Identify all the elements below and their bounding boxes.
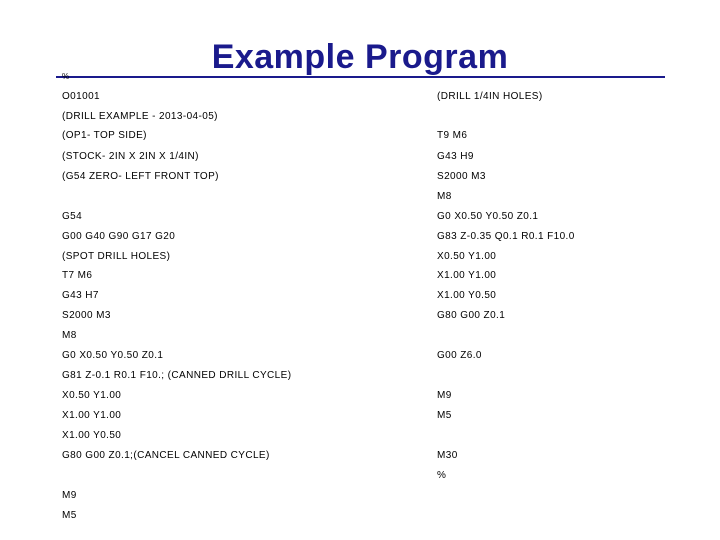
code-line: (DRILL 1/4IN HOLES) (437, 91, 543, 102)
code-line: M5 (437, 410, 452, 421)
code-line: X1.00 Y0.50 (62, 430, 122, 441)
code-line: (STOCK- 2IN X 2IN X 1/4IN) (62, 151, 199, 162)
code-line: (OP1- TOP SIDE) (62, 130, 147, 141)
code-line: G43 H7 (62, 290, 99, 301)
code-line: X1.00 Y0.50 (437, 290, 497, 301)
code-line: (SPOT DRILL HOLES) (62, 251, 171, 262)
code-line: S2000 M3 (437, 171, 486, 182)
code-line: X0.50 Y1.00 (437, 251, 497, 262)
program-start-symbol: % (62, 72, 70, 81)
code-line: G80 G00 Z0.1;(CANCEL CANNED CYCLE) (62, 450, 270, 461)
code-line: M9 (437, 390, 452, 401)
code-line: M8 (62, 330, 77, 341)
code-line: M9 (62, 490, 77, 501)
code-line: T7 M6 (62, 270, 93, 281)
code-line: T9 M6 (437, 130, 468, 141)
code-line: G83 Z-0.35 Q0.1 R0.1 F10.0 (437, 231, 575, 242)
program-number: O01001 (62, 91, 100, 102)
code-line: M8 (437, 191, 452, 202)
code-line: G00 G40 G90 G17 G20 (62, 231, 176, 242)
code-line: M30 (437, 450, 458, 461)
page-title: Example Program (211, 38, 509, 76)
code-line: M5 (62, 510, 77, 521)
code-line: S2000 M3 (62, 310, 111, 321)
code-line: G54 (62, 211, 83, 222)
code-line: X1.00 Y1.00 (437, 270, 497, 281)
title-underline (56, 76, 665, 78)
code-line: G43 H9 (437, 151, 474, 162)
code-line: G0 X0.50 Y0.50 Z0.1 (62, 350, 164, 361)
code-line: X1.00 Y1.00 (62, 410, 122, 421)
code-line: G81 Z-0.1 R0.1 F10.; (CANNED DRILL CYCLE) (62, 370, 292, 381)
code-line: G0 X0.50 Y0.50 Z0.1 (437, 211, 539, 222)
code-line: X0.50 Y1.00 (62, 390, 122, 401)
code-line: (DRILL EXAMPLE - 2013-04-05) (62, 111, 218, 122)
code-line: G00 Z6.0 (437, 350, 482, 361)
code-line: G80 G00 Z0.1 (437, 310, 506, 321)
code-line: (G54 ZERO- LEFT FRONT TOP) (62, 171, 219, 182)
program-end-symbol: % (437, 470, 447, 481)
